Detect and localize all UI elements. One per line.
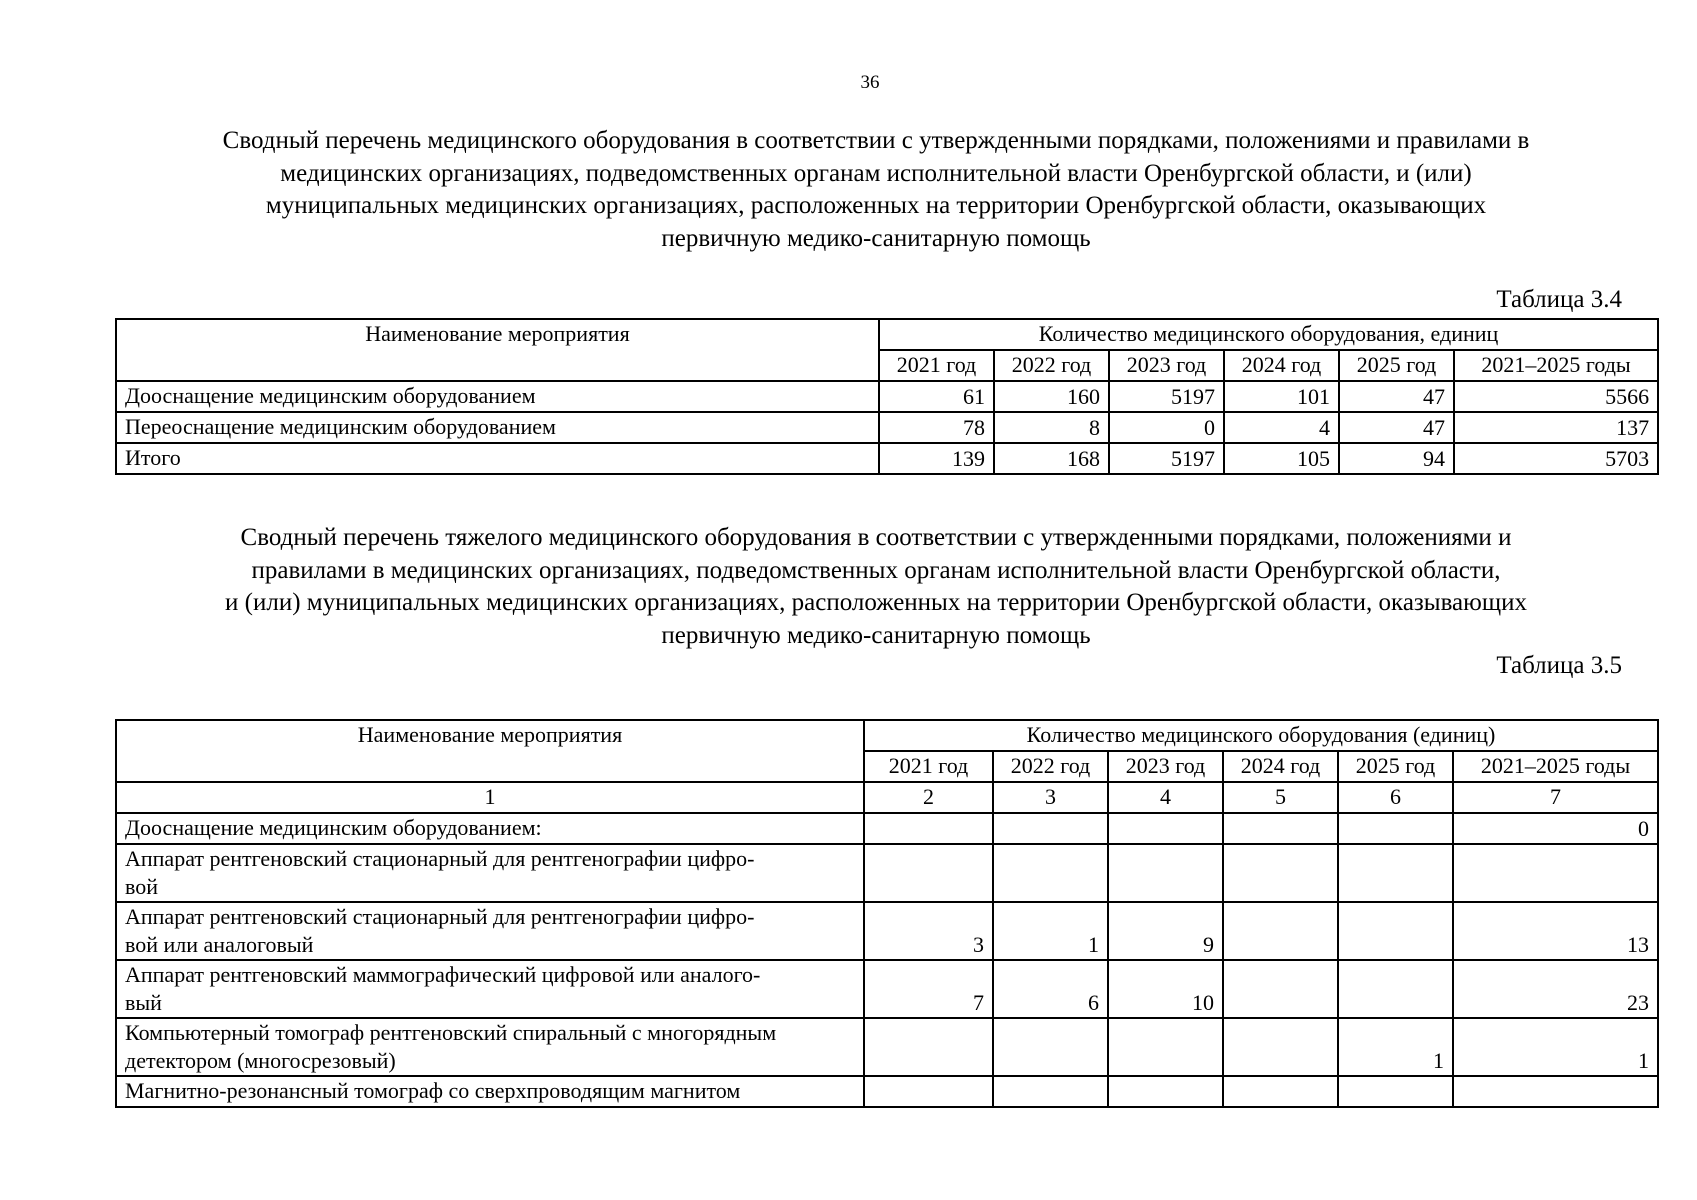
cell-value [1108, 844, 1223, 902]
row-name-line: Компьютерный томограф рентгеновский спиральный с многорядным [125, 1020, 777, 1045]
header-name: Наименование мероприятия [116, 319, 879, 381]
column-number: 5 [1223, 782, 1338, 813]
cell-value [1223, 960, 1338, 1018]
cell-value: 7 [864, 960, 993, 1018]
cell-value [864, 813, 993, 844]
header-year: 2023 год [1108, 751, 1223, 782]
equipment-table-3-5 [115, 719, 1659, 1108]
cell-value [993, 813, 1108, 844]
cell-value: 0 [1109, 412, 1224, 443]
row-name: Дооснащение медицинским оборудованием [116, 381, 879, 412]
header-year: 2021–2025 годы [1454, 350, 1658, 381]
column-number: 1 [116, 782, 864, 813]
row-name [116, 1018, 864, 1076]
cell-value: 1 [993, 902, 1108, 960]
cell-value: 137 [1454, 412, 1658, 443]
cell-value: 139 [879, 443, 994, 474]
cell-value: 168 [994, 443, 1109, 474]
cell-value: 160 [994, 381, 1109, 412]
row-name-line: Дооснащение медицинским оборудованием: [125, 815, 542, 840]
row-name-line: Аппарат рентгеновский маммографический цифровой или аналого- [125, 962, 761, 987]
column-number: 7 [1453, 782, 1658, 813]
title-line: Сводный перечень тяжелого медицинского оборудования в соответствии с утвержденными порядками, положениями и [240, 524, 1512, 551]
cell-value [864, 1018, 993, 1076]
table-row [116, 813, 1658, 844]
cell-value: 47 [1339, 412, 1454, 443]
cell-value [1453, 844, 1658, 902]
title-line: муниципальных медицинских организациях, расположенных на территории Оренбургской области, оказывающих [265, 192, 1487, 219]
cell-value: 0 [1453, 813, 1658, 844]
header-year: 2024 год [1223, 751, 1338, 782]
header-year: 2021–2025 годы [1453, 751, 1658, 782]
row-name [116, 844, 864, 902]
cell-value: 8 [994, 412, 1109, 443]
row-name-line: Магнитно-резонансный томограф со сверхпроводящим магнитом [125, 1078, 741, 1103]
cell-value [993, 1076, 1108, 1107]
cell-value [1223, 1076, 1338, 1107]
row-name [116, 902, 864, 960]
column-number: 3 [993, 782, 1108, 813]
column-number-row [116, 782, 1658, 813]
table-row [116, 960, 1658, 1018]
row-name-line: вой [125, 874, 159, 899]
header-year: 2024 год [1224, 350, 1339, 381]
cell-value: 1 [1338, 1018, 1453, 1076]
column-number: 2 [864, 782, 993, 813]
header-group: Количество медицинского оборудования, единиц [879, 319, 1658, 350]
column-number: 6 [1338, 782, 1453, 813]
cell-value [1338, 902, 1453, 960]
cell-value: 101 [1224, 381, 1339, 412]
title-line: медицинских организациях, подведомственных органам исполнительной власти Оренбургской области, и (или) [280, 159, 1472, 187]
cell-value: 6 [993, 960, 1108, 1018]
cell-value [1108, 813, 1223, 844]
cell-value [1453, 1076, 1658, 1107]
title-line: первичную медико-санитарную помощь [661, 224, 1091, 252]
page-number: 36 [860, 72, 880, 93]
row-name-line: вый [125, 990, 162, 1015]
title-line: первичную медико-санитарную помощь [661, 621, 1091, 649]
title-line: и (или) муниципальных медицинских организациях, расположенных на территории Оренбургской области, оказывающих [225, 589, 1527, 616]
cell-value [1223, 813, 1338, 844]
cell-value [1338, 1076, 1453, 1107]
cell-value [1338, 960, 1453, 1018]
cell-value [993, 1018, 1108, 1076]
cell-value: 3 [864, 902, 993, 960]
row-name [116, 960, 864, 1018]
row-name [116, 1076, 864, 1107]
section2-title [116, 522, 1636, 652]
cell-value: 78 [879, 412, 994, 443]
table-row [116, 902, 1658, 960]
cell-value: 105 [1224, 443, 1339, 474]
cell-value [1223, 1018, 1338, 1076]
title-line: правилами в медицинских организациях, подведомственных органам исполнительной власти Оренбургской области, [251, 556, 1501, 584]
row-name-line: Аппарат рентгеновский стационарный для рентгенографии цифро- [125, 904, 755, 929]
cell-value [864, 844, 993, 902]
row-name: Переоснащение медицинским оборудованием [116, 412, 879, 443]
title-line: Сводный перечень медицинского оборудования в соответствии с утвержденными порядками, положениями и правилами в [222, 127, 1530, 154]
header-year: 2023 год [1109, 350, 1224, 381]
cell-value [1223, 844, 1338, 902]
header-name: Наименование мероприятия [116, 720, 864, 782]
header-year: 2025 год [1339, 350, 1454, 381]
cell-value: 9 [1108, 902, 1223, 960]
table-row [116, 443, 1658, 474]
cell-value: 94 [1339, 443, 1454, 474]
cell-value [1108, 1018, 1223, 1076]
equipment-table-3-4 [115, 318, 1659, 475]
cell-value [1108, 1076, 1223, 1107]
cell-value: 4 [1224, 412, 1339, 443]
cell-value: 5197 [1109, 443, 1224, 474]
row-name-line: вой или аналоговый [125, 932, 314, 957]
cell-value [993, 844, 1108, 902]
cell-value: 10 [1108, 960, 1223, 1018]
cell-value [864, 1076, 993, 1107]
header-year: 2022 год [993, 751, 1108, 782]
cell-value [1338, 813, 1453, 844]
row-name-line: Аппарат рентгеновский стационарный для рентгенографии цифро- [125, 846, 755, 871]
cell-value: 5703 [1454, 443, 1658, 474]
table-row [116, 844, 1658, 902]
header-year: 2025 год [1338, 751, 1453, 782]
table-label: Таблица 3.4 [1496, 286, 1622, 313]
row-name: Итого [116, 443, 879, 474]
cell-value [1223, 902, 1338, 960]
header-year: 2021 год [864, 751, 993, 782]
cell-value: 5566 [1454, 381, 1658, 412]
header-year: 2022 год [994, 350, 1109, 381]
table-row [116, 1018, 1658, 1076]
header-year: 2021 год [879, 350, 994, 381]
row-name-line: детектором (многосрезовый) [125, 1048, 396, 1073]
cell-value: 61 [879, 381, 994, 412]
cell-value: 47 [1339, 381, 1454, 412]
column-number: 4 [1108, 782, 1223, 813]
cell-value: 5197 [1109, 381, 1224, 412]
table-row [116, 1076, 1658, 1107]
table-label: Таблица 3.5 [1496, 652, 1622, 679]
table-row [116, 381, 1658, 412]
section1-title [116, 125, 1636, 255]
cell-value [1338, 844, 1453, 902]
cell-value: 23 [1453, 960, 1658, 1018]
cell-value: 13 [1453, 902, 1658, 960]
cell-value: 1 [1453, 1018, 1658, 1076]
table-row [116, 412, 1658, 443]
row-name [116, 813, 864, 844]
header-group: Количество медицинского оборудования (единиц) [864, 720, 1658, 751]
